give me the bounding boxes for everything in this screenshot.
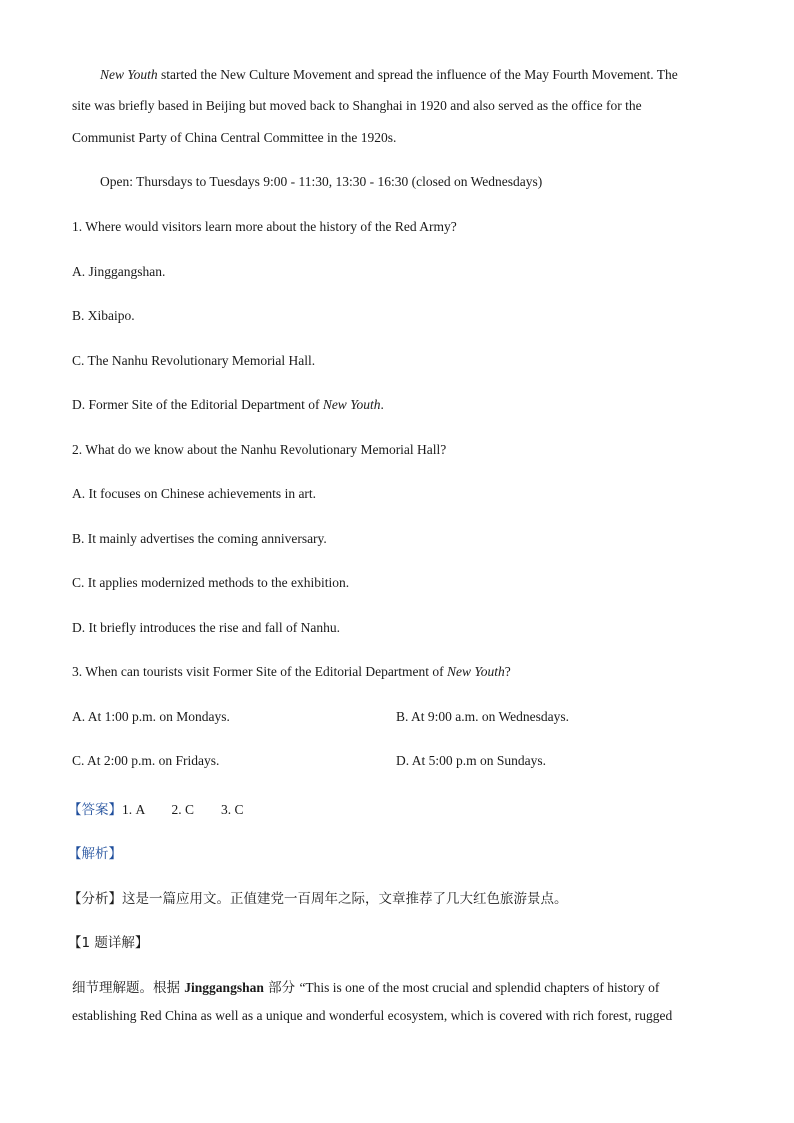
question-1-stem: 1. Where would visitors learn more about the history of the Red Army? [72, 219, 457, 234]
answer-label: 【答案】 [68, 802, 122, 818]
q3-option-c: C. At 2:00 p.m. on Fridays. [72, 753, 220, 768]
q2-option-d: D. It briefly introduces the rise and fall of Nanhu. [72, 620, 341, 635]
analysis-label: 【解析】 [68, 846, 122, 862]
q2-option-c: C. It applies modernized methods to the exhibition. [72, 575, 350, 590]
q3-option-d: D. At 5:00 p.m on Sundays. [396, 753, 547, 768]
answer-values: 1. A 2. C 3. C [122, 802, 244, 817]
detail-label: 【1 题详解】 [68, 935, 149, 951]
passage-line-3: Communist Party of China Central Committee in the 1920s. [72, 130, 397, 145]
analysis-summary-label: 【分析】 [68, 891, 122, 907]
q2-option-b: B. It mainly advertises the coming anniversary. [72, 531, 327, 546]
q3-option-a: A. At 1:00 p.m. on Mondays. [72, 709, 230, 724]
q2-option-a: A. It focuses on Chinese achievements in art. [72, 486, 317, 501]
q3-option-b: B. At 9:00 a.m. on Wednesdays. [396, 709, 570, 724]
detail-line-2: establishing Red China as well as a unique and wonderful ecosystem, which is covered with rich forest, rugged [72, 1008, 673, 1023]
question-2-stem: 2. What do we know about the Nanhu Revolutionary Memorial Hall? [72, 442, 447, 457]
q1-option-a: A. Jinggangshan. [72, 264, 166, 279]
passage-line-1: New Youth started the New Culture Movement and spread the influence of the May Fourth Movement. The [100, 67, 678, 82]
open-hours: Open: Thursdays to Tuesdays 9:00 - 11:30, 13:30 - 16:30 (closed on Wednesdays) [100, 174, 543, 189]
new-youth-title: New Youth [100, 67, 158, 82]
question-3-stem: 3. When can tourists visit Former Site of the Editorial Department of New Youth? [72, 664, 511, 679]
analysis-summary: 【分析】这是一篇应用文。正值建党一百周年之际，文章推荐了几大红色旅游景点。 [68, 891, 568, 907]
passage-line-2: site was briefly based in Beijing but moved back to Shanghai in 1920 and also served as the office for the [72, 98, 642, 113]
detail-line-1: 细节理解题。根据 Jinggangshan 部分 “This is one of the most crucial and splendid chapters of history of [72, 980, 660, 996]
q1-option-b: B. Xibaipo. [72, 308, 135, 323]
q1-option-d: D. Former Site of the Editorial Department of New Youth. [72, 397, 384, 412]
answer-line [68, 798, 244, 818]
q1-option-c: C. The Nanhu Revolutionary Memorial Hall. [72, 353, 316, 368]
